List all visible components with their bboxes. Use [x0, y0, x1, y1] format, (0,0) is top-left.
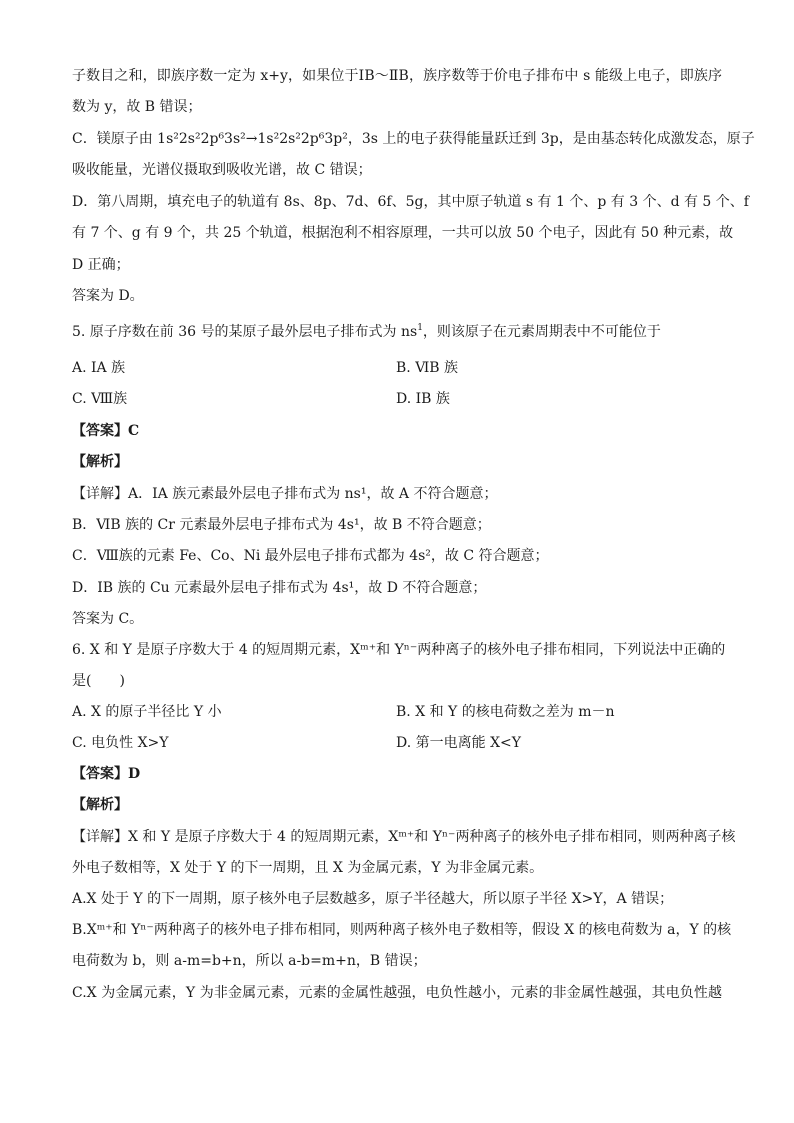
text-line: D 正确； [72, 257, 130, 273]
q6-detail-line: 【详解】X 和 Y 是原子序数大于 4 的短周期元素，Xᵐ⁺和 Yⁿ⁻两种离子的核外电子排布相同，则两种离子核 [72, 829, 736, 845]
text-line: 吸收能量，光谱仪摄取到吸收光谱，故 C 错误； [72, 162, 372, 178]
q5-option-d: D. ⅠB 族 [396, 391, 450, 407]
q6-detail-line: B.Xᵐ⁺和 Yⁿ⁻两种离子的核外电子排布相同，则两种离子核外电子数相等，假设 X 的核电荷数为 a，Y 的核 [72, 922, 732, 938]
q6-analysis-label: 【解析】 [72, 797, 128, 813]
q6-detail-line: C.X 为金属元素，Y 为非金属元素，元素的金属性越强，电负性越小，元素的非金属性越强，其电负性越 [72, 985, 722, 1001]
q5-option-b: B. ⅥB 族 [396, 360, 459, 376]
q5-stem-after: ，则该原子在元素周期表中不可能位于 [422, 324, 661, 340]
text-line: D．第八周期，填充电子的轨道有 8s、8p、7d、6f、5g，其中原子轨道 s 有 1 个、p 有 3 个、d 有 5 个、f [72, 194, 749, 210]
q5-detail-line: 【详解】A．ⅠA 族元素最外层电子排布式为 ns¹，故 A 不符合题意； [72, 486, 498, 502]
q5-detail-line: D．ⅠB 族的 Cu 元素最外层电子排布式为 4s¹，故 D 不符合题意； [72, 580, 487, 596]
text-line: 答案为 D。 [72, 288, 144, 304]
text-line: C．镁原子由 1s²2s²2p⁶3s²→1s²2s²2p⁶3p²，3s 上的电子获得能量跃迁到 3p，是由基态转化成激发态，原子 [72, 131, 755, 147]
question-5-stem [72, 322, 661, 342]
q5-detail-line: B．ⅥB 族的 Cr 元素最外层电子排布式为 4s¹，故 B 不符合题意； [72, 517, 491, 533]
q6-detail-line: A.X 处于 Y 的下一周期，原子核外电子层数越多，原子半径越大，所以原子半径 X>Y，A 错误； [72, 891, 674, 907]
q6-detail-line: 电荷数为 b，则 a-m=b+n，所以 a-b=m+n，B 错误； [72, 953, 427, 969]
q5-formula: ns [400, 324, 418, 340]
q5-option-c: C. Ⅷ族 [72, 391, 128, 407]
q6-detail-line: 外电子数相等，X 处于 Y 的下一周期，且 X 为金属元素，Y 为非金属元素。 [72, 860, 544, 876]
q5-analysis-label: 【解析】 [72, 454, 128, 470]
text-line: 有 7 个、g 有 9 个，共 25 个轨道，根据泡利不相容原理，一共可以放 50 个电子，因此有 50 种元素，故 [72, 225, 734, 241]
q6-option-a: A. X 的原子半径比 Y 小 [72, 704, 222, 720]
q5-detail-line: 答案为 C。 [72, 611, 144, 627]
q5-answer: 【答案】C [72, 423, 140, 439]
q5-option-a: A. ⅠA 族 [72, 360, 126, 376]
q6-answer: 【答案】D [72, 766, 141, 782]
q5-detail-line: C．Ⅷ族的元素 Fe、Co、Ni 最外层电子排布式都为 4s²，故 C 符合题意； [72, 548, 549, 564]
q6-option-b: B. X 和 Y 的核电荷数之差为 m－n [396, 704, 615, 720]
text-line: 子数目之和，即族序数一定为 x+y，如果位于ⅠB～ⅡB，族序数等于价电子排布中 s 能级上电子，即族序 [72, 68, 722, 84]
q5-formula-sup: 1 [417, 323, 423, 333]
question-6-stem-cont: 是( ) [72, 673, 125, 689]
text-line: 数为 y，故 B 错误； [72, 99, 202, 115]
q6-option-d: D. 第一电离能 X<Y [396, 735, 522, 751]
q5-stem-before: 5. 原子序数在前 36 号的某原子最外层电子排布式为 [72, 324, 401, 340]
q6-option-c: C. 电负性 X>Y [72, 735, 169, 751]
question-6-stem: 6. X 和 Y 是原子序数大于 4 的短周期元素，Xᵐ⁺和 Yⁿ⁻两种离子的核外电子排布相同，下列说法中正确的 [72, 642, 726, 658]
